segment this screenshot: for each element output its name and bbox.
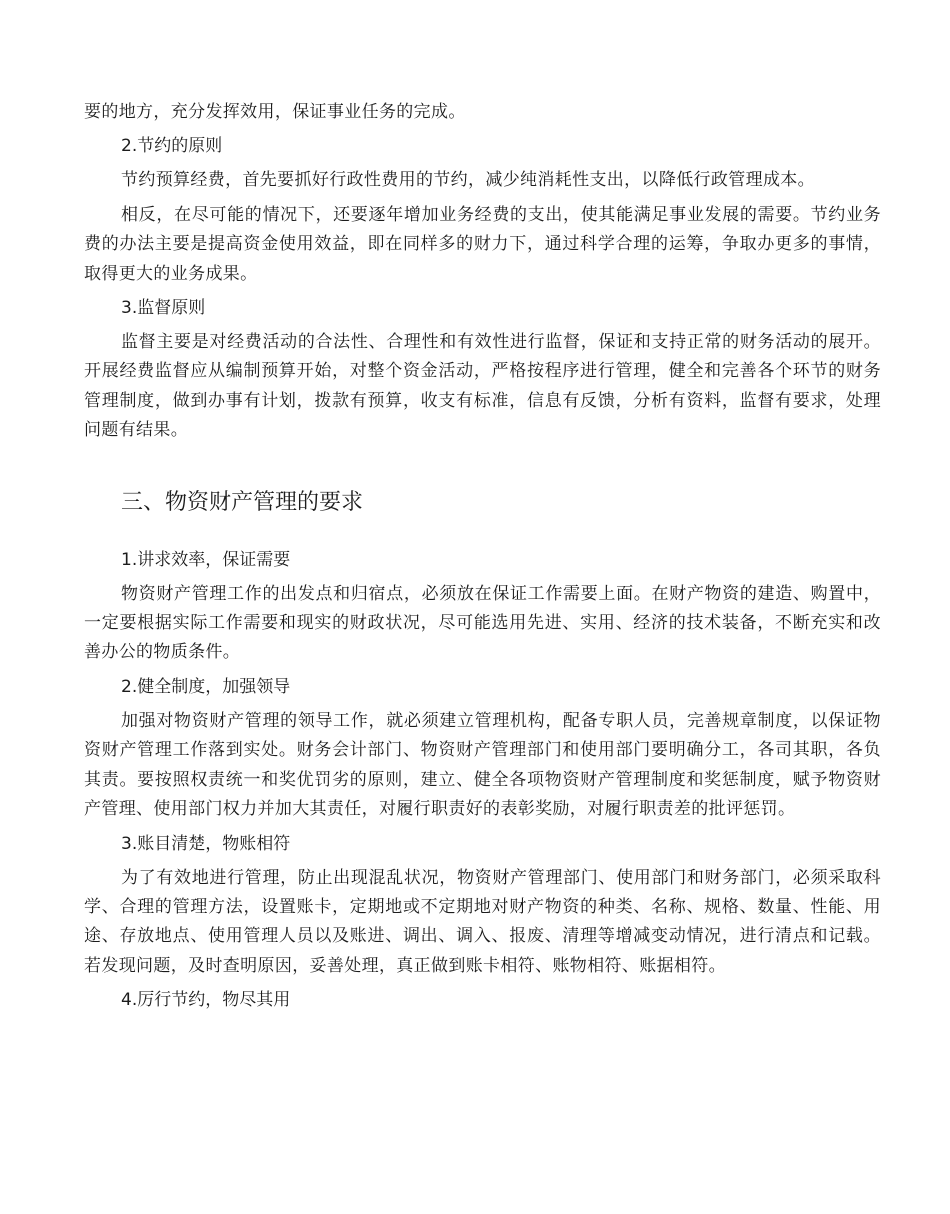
subheading-supervision-principle: 3.监督原则: [121, 298, 206, 319]
paragraph-supervision: 监督主要是对经费活动的合法性、合理性和有效性进行监督，保证和支持正常的财务活动的展开。开展经费监督应从编制预算开始，对整个资金活动，严格按程序进行管理，健全和完善各个环节的财务管理制度，做到办事有计划，拨款有预算，收支有标准，信息有反馈，分析有资料，监督有要求，处理问题有结果。: [84, 332, 881, 441]
paragraph-accounts: 为了有效地进行管理，防止出现混乱状况，物资财产管理部门、使用部门和财务部门，必须采取科学、合理的管理方法，设置账卡，定期地或不定期地对财产物资的种类、名称、规格、数量、性能、用途、存放地点、使用管理人员以及账进、调出、调入、报废、清理等增减变动情况，进行清点和记载。若发现问题，及时查明原因，妥善处理，真正做到账卡相符、账物相符、账据相符。: [84, 867, 881, 976]
paragraph-system-leadership: 加强对物资财产管理的领导工作，就必须建立管理机构，配备专职人员，完善规章制度，以保证物资财产管理工作落到实处。财务会计部门、物资财产管理部门和使用部门要明确分工，各司其职，各负其责。要按照权责统一和奖优罚劣的原则，建立、健全各项物资财产管理制度和奖惩制度，赋予物资财产管理、使用部门权力并加大其责任，对履行职责好的表彰奖励，对履行职责差的批评惩罚。: [84, 710, 881, 820]
paragraph-saving-business: 相反，在尽可能的情况下，还要逐年增加业务经费的支出，使其能满足事业发展的需要。节约业务费的办法主要是提高资金使用效益，即在同样多的财力下，通过科学合理的运筹，争取办更多的事情，取得更大的业务成果。: [84, 204, 881, 284]
paragraph-continued: 要的地方，充分发挥效用，保证事业任务的完成。: [84, 102, 466, 122]
subheading-saving-principle: 2.节约的原则: [121, 136, 223, 157]
subheading-accounts: 3.账目清楚，物账相符: [121, 833, 291, 854]
document-page: [84, 98, 881, 1020]
subheading-system-leadership: 2.健全制度，加强领导: [121, 676, 291, 697]
section-title-asset-management: 三、物资财产管理的要求: [121, 489, 364, 515]
subheading-thrift: 4.厉行节约，物尽其用: [121, 990, 291, 1011]
paragraph-saving-admin: 节约预算经费，首先要抓好行政性费用的节约，减少纯消耗性支出，以降低行政管理成本。: [121, 170, 815, 191]
subheading-efficiency: 1.讲求效率，保证需要: [121, 549, 291, 570]
paragraph-efficiency: 物资财产管理工作的出发点和归宿点，必须放在保证工作需要上面。在财产物资的建造、购置中，一定要根据实际工作需要和现实的财政状况，尽可能选用先进、实用、经济的技术装备，不断充实和改善办公的物质条件。: [84, 583, 881, 663]
